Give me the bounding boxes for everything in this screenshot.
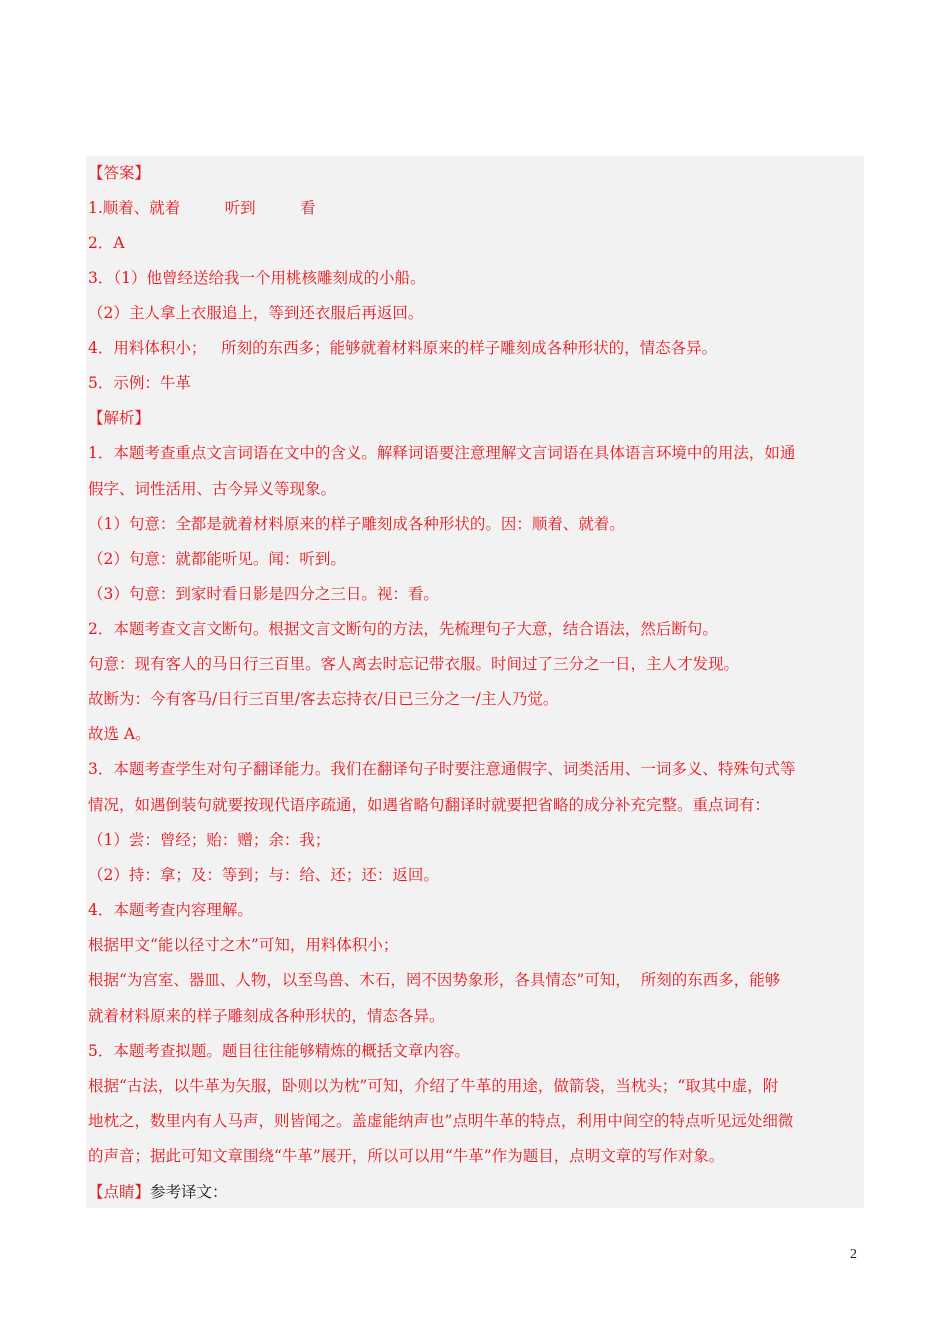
- analysis-line: （1）句意：全都是就着材料原来的样子雕刻成各种形状的。因：顺着、就着。: [88, 515, 625, 533]
- answer-item: 1.顺着、就着 听到 看: [88, 199, 316, 217]
- analysis-line: 句意：现有客人的马日行三百里。客人离去时忘记带衣服。时间过了三分之一日，主人才发现。: [88, 655, 740, 673]
- answer-item: 3．（1）他曾经送给我一个用桃核雕刻成的小船。: [88, 269, 426, 287]
- analysis-line: 的声音；据此可知文章围绕“牛革”展开，所以可以用“牛革”作为题目，点明文章的写作对象。: [88, 1147, 725, 1165]
- analysis-line: 就着材料原来的样子雕刻成各种形状的，情态各异。: [88, 1007, 445, 1025]
- analysis-line: 3．本题考查学生对句子翻译能力。我们在翻译句子时要注意通假字、词类活用、一词多义、特殊句式等: [88, 760, 796, 778]
- analysis-line: 2．本题考查文言文断句。根据文言文断句的方法，先梳理句子大意，结合语法，然后断句。: [88, 620, 718, 638]
- analysis-line: （1）尝：曾经；贻：赠；余：我；: [88, 831, 331, 849]
- analysis-line: （2）持：拿；及：等到；与：给、还；还：返回。: [88, 866, 439, 884]
- analysis-line: 4．本题考查内容理解。: [88, 901, 253, 919]
- analysis-line: 故选 A。: [88, 725, 151, 743]
- analysis-line: 地枕之，数里内有人马声，则皆闻之。盖虚能纳声也”点明牛革的特点，利用中间空的特点听见远处细微: [88, 1112, 794, 1130]
- analysis-line: 5．本题考查拟题。题目往往能够精炼的概括文章内容。: [88, 1042, 470, 1060]
- tips-line: [88, 1181, 228, 1203]
- analysis-line: 根据“古法，以牛革为矢服，卧则以为枕”可知，介绍了牛革的用途，做箭袋，当枕头；“取其中虚，附: [88, 1077, 779, 1095]
- page-number: 2: [850, 1247, 857, 1262]
- answer-item: 4．用料体积小； 所刻的东西多；能够就着材料原来的样子雕刻成各种形状的，情态各异。: [88, 339, 718, 357]
- analysis-line: 假字、词性活用、古今异义等现象。: [88, 480, 337, 498]
- answer-item: 2．A: [88, 234, 125, 252]
- analysis-line: （2）句意：就都能听见。闻：听到。: [88, 550, 346, 568]
- analysis-line: 1．本题考查重点文言词语在文中的含义。解释词语要注意理解文言词语在具体语言环境中的用法，如通: [88, 444, 796, 462]
- answer-item: 5．示例：牛革: [88, 374, 191, 392]
- answer-item: （2）主人拿上衣服追上，等到还衣服后再返回。: [88, 304, 424, 322]
- tips-heading: 【点睛】: [88, 1183, 151, 1201]
- analysis-line: 情况，如遇倒装句就要按现代语序疏通，如遇省略句翻译时就要把省略的成分补充完整。重点词有：: [88, 796, 771, 814]
- analysis-line: （3）句意：到家时看日影是四分之三日。视：看。: [88, 585, 439, 603]
- analysis-line: 故断为：今有客马/日行三百里/客去忘持衣/日已三分之一/主人乃觉。: [88, 690, 559, 708]
- analysis-line: 根据甲文“能以径寸之木”可知，用料体积小；: [88, 936, 399, 954]
- answer-heading: 【答案】: [88, 164, 151, 182]
- answer-analysis-block: [86, 156, 864, 1208]
- tips-text: 参考译文：: [150, 1183, 228, 1201]
- analysis-heading: 【解析】: [88, 409, 151, 427]
- analysis-line: 根据“为宫室、器皿、人物，以至鸟兽、木石，罔不因势象形，各具情态”可知， 所刻的东西多，能够: [88, 971, 781, 989]
